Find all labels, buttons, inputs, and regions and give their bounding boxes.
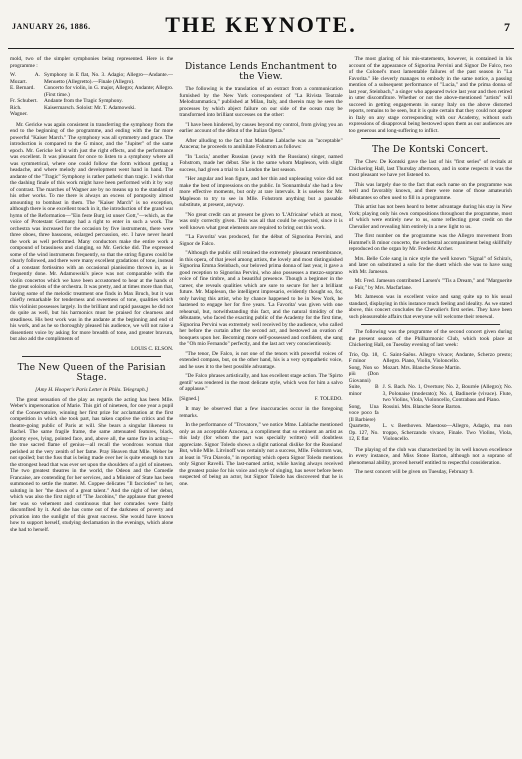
paragraph: In the performance of "Trovatore," we notice Mme. Lablache mentioned only as an acceptable Azucena, a compliment that so eminent an artist as this lady (for whom the part was specially written) will doubtless appreciate. Signor Toledo shows a slight national dislike for the Russians! But, while Mlle. Litvinoff was certainly not a success, Mlle. Fohstrom was, at least in "Fra Diavolo," in reporting which opera Signor Toledo mentions only Signor Ravelli. The last-named artist, while having always received the greatest praise for his voice and style of singing, has never before been suspected of being an actor, but Signor Toledo has discovered that he is one. [179,422,343,487]
col1-intro: mold, two of the simpler symphonies being represented. Here is the programme : [10,56,174,69]
paragraph: "No great credit can at present be given to 'L'Africaine' which at most, was only correctly given. This was all that could be expected, since it is well known what great elements are required to bring out this work. [179,211,343,231]
col1-body: Mr. Gericke was again consistent in transferring the symphony from the end to the beginning of the programme, and ending with the far more powerful "Kaiser March." The symphony was all symmetry and grace. The introduction is compared to the G minor, and the "Jupiter" of the same epoch. Mr. Gericke led it with just the right effects, and the performance was excellent. It was pleasant for once to listen to a symphony where all was symmetrical, where one could follow the form without getting a headache, and where melody and development went hand in hand. The andante of the "Tragic" Symphony is rather pathetic than tragic. I wish that the dashing finale of this work might have been performed with it by way of contrast. The marches of Wagner are by no means up to the standard of his other works. To me there is always an excess of pomposity almost amounting to bombast in them. The "Kaiser March" is no exception, although there is one excellent touch in it, the introduction of the grand war hymn of the Reformation—"Ein feste Burg ist unser Gott,"—which, as the voice of Protestant Germany had a right to enter in such a work. The orchestra was increased for the occasion by five instruments, there were three oboes, three bassoons, enlarged percussion, etc. I have never heard the work as well performed. Many conductors make the entire work a compound of brassiness and clanging, so Mr. Gericke did. The expressed some of the wind instruments frequently, so that the string figures could be clearly followed, and there were many excellent gradations of tone, instead of a constant fortissimo with an occasional pianissimo thrown in, as is frequently done. Mr. Adamowski's piece was not comparable with the violin concertos which we have been accustomed to hear at the hands of the great soloists of the orchestra. It was pretty, and at times more than that, having some of the melodic treatment one finds in Max Bruch, but it was chiefly remarkable for tenderness and sweetness of tone, qualities which this violinist possesses largely. In the brilliant and rapid passages he did not do quite as well, but his harmonics must be praised for clearness and steadiness. His best work was in the andante at the beginning and end of his work, and as he so thoroughly pleased his audience, we will not raise a dissentient voice by asking for more breadth of tone, and greater bravura, but also add the compliments of [10,121,174,342]
paragraph: The most glaring of his mis-statements, however, is contained in his account of the appearance of Signorina Pervini and Signor De Falco, two of the Colonel's most lamentable failures of the past season in "La Favorita." He cleverly manages to embody in the same notice, a passing mention of a subsequent performance of "Lucia," and the prima donna of last year, Steinbach," a singer who appeared twice last year and then retired in utter discomfiture. Whether or not the above-mentioned "artists" will succeed in getting engagements in sunny Italy on the above distorted reports, remains to be seen, but it is quite certain that they could not appear in Italy on any stage corresponding with our Academy, without such expressions of disapproval being bestowed upon them as our audiences are too generous and long-suffering to inflict. [348,56,512,134]
author-signature: LOUIS C. ELSON. [131,345,174,352]
masthead [8,8,514,52]
article-divider [22,356,161,357]
article-heading: The De Kontski Concert. [372,145,489,155]
paragraph: This artist has not been heard to better advantage during his stay in New York; playing only his own compositions throughout the programme, most of which were entirely new to us, some reflecting great credit on the Chevalier and revealing him entirely in a new light to us. [348,204,512,230]
paragraph: "Her angular and lean figure, and her thin and unpleasing voice did not make the best of impressions on the public. In 'Sonnambula' she had a few more effective moments, but only at rare intervals. It is useless for Mr. Mapleson to try to see in Mlle. Fohstrom anything but a passable substitute, at present, anyway. [179,176,343,208]
paragraph: "The tenor, De Falco, is not one of the tenors with powerful voices of extended compass, but, on the other hand, his is a very sympathetic voice, and he uses it to the best possible advantage. [179,350,343,370]
programme-work: Concerto for violin, in G. major, Allegro; Andante; Allegro. (First time.) [44,85,174,98]
programme-detail: Rossini. Mrs. Blanche Stone Barton. [382,403,462,410]
column-1 [10,56,173,753]
columns [10,56,512,753]
issue-date: JANUARY 26, 1886. [12,22,91,31]
paragraph: The first number on the programme was the Allegro movement from Hummel's B minor concerto, the orchestral accompaniment being skillfully reproduced on the organ by Mr. Frederic Archer. [348,233,512,252]
signed-name: F. TOLEDO. [314,395,343,402]
col1-programme [10,72,173,118]
paragraph: After alluding to the fact that Madame Lablache was an "acceptable" Azucena; he proceeds to annihilate Fohstrom as follows: [179,137,343,150]
article-divider [361,324,500,325]
article-divider [361,138,500,139]
article-heading: Distance Lends Enchantment to the View. [184,62,337,82]
article-heading: The New Queen of the Parisian Stage. [17,363,166,383]
column-2 [179,56,342,753]
programme-item: Trio, Op. 18, F minor [348,351,379,364]
paragraph: The next concert will be given on Tuesday, February 9. [354,469,474,475]
paragraph: "De Falco phrases artistically, and has excellent stage action. The 'Spirto gentil' was rendered in the most delicate style, which won for him a salvo of applause." [179,373,343,392]
paragraph: "'La Favorita' was produced, for the début of Signorina Pervini, and Signor de Falco. [179,234,343,247]
programme-composer: Fr. Schubert. [10,98,38,104]
col3-programme [349,352,512,443]
paragraph: Mr. Jameson was in excellent voice and sang quite up to his usual standard, displaying in this instance much feeling and ideality. As we stated above, this concert concludes the Chevalier's first series. They have been such pleasureable affairs that everyone will welcome their renewal. [348,294,512,320]
programme-composer: E. Bernard. [10,85,35,91]
paragraph: "I have been hindered, by causes beyond my control, from giving you an earlier account of the début of the Italian Opera." [179,121,343,134]
paragraph: "Although the public still retained the extremely pleasant remembrance, in this opera, of that jewel among artists, the lovely and most distinguished Signorina Emma Steinbach, our beloved prima donna of last year, it gave a good reception to Signorina Pervini, who also possesses a mezzo-soprano voice of fine timbre, and a beautiful presence. Though a beginner in the career, she reveals qualities which are sure to secure for her a brilliant future. Mr. Mapleson, the intelligent impresario, evidently thought so, for, only having this artist, who by chance happened to be in New York, he hastened to engage her for five years. 'La Favorita' was given with one rehearsal, but, notwithstanding this fact, and the natural timidity of the débutante, who faced the exacting public of the Academy for the first time, Signorina Pervini was extremely well received by the audience, who called her before the curtain after the second act, and bestowed an ovation of bouquets upon her. Becoming more self-possessed and confident, she sang the "Oh mio Fernando" perfectly, and the last act very conscientiously. [179,250,343,347]
page-number: 7 [504,20,510,34]
programme-item: Suite, B minor [348,384,379,397]
paragraph: Mrs. Belle Cole sang in nice style the well known "Signal" of Schira's, and later on substituted a solo for the duett which she was to have sung with Mr. Jameson. [348,255,512,275]
article-source: [Amy H. Hooper's Paris Letter in Phila. Telegraph.] [35,387,149,393]
programme-composer: Rich. Wagner. [10,104,28,117]
masthead-rule [8,48,514,49]
programme-composer: W. A. Mozart. [10,72,40,85]
programme-item: Song, Una voce poco fa (Il Barbiere) [348,403,379,423]
paragraph: The Chev. De Kontski gave the last of his "first series" of recitals at Chickering Hall, last Thursday afternoon, and in some respects it was the most pleasant we have yet listened to. [348,159,512,178]
newspaper-title: THE KEYNOTE. [165,12,357,37]
programme-detail: Mozart. Mrs. Blanche Stone Martin. [382,364,461,371]
paragraph: The following was the programme of the second concert given during the present season of the Philharmonic Club, which took place at Chickering Hall, on Tuesday evening of last week: [348,329,512,348]
paragraph: This was largely due to the fact that each name on the programme was well and favorably known, and there were none of those amateurish débutantes so often used to fill in a programme. [348,181,512,201]
programme-item: Quartette, Op. 127, No. 12, E flat [348,423,379,442]
column-3 [349,56,512,753]
programme-item: Song, Non so più (Don Giovanni) [348,364,379,384]
signed-line [179,396,342,403]
paragraph: It may be observed that a few inaccuracies occur in the foregoing remarks. [179,406,343,419]
programme-detail: J. S. Bach. No. 1, Overture; No. 2, Bourrée (Allegro); No. 3, Polonaise (moderato); No. 4, Badinerie (vivace). Flute, two Violins, Viola, Violoncello, Contrabass and Piano. [382,384,512,403]
paragraph: The playing of the club was characterized by its well known excellence in every instance, and Miss Stone Barton, although not a soprano of phenomenal ability, proved herself entitled to respectful consideration. [348,446,512,466]
signed-label: [Signed.] [179,395,200,402]
programme-detail: L. v. Beethoven. Maestoso—Allegro, Adagio, ma non troppo, Scherzando vivace, Finale. Two Violins, Viola, Violoncello. [382,423,512,442]
col1-body2: The great sensation of the play as regards the acting has been Mlle. Weber's impersonation of Marie. This girl of nineteen, for one year a pupil of the Conservatoire, winning her first prize for acclamation at the first competition in which she took part, has taken captive the critics and the theatre-going public of Paris at will. She bears a singular likeness to Rachel. The same fragile frame, the same attenuated features, black, gloomy eyes, lying, pointed face, and, above all, the same fire in acting—the true sacred flame of genius—all recall the wondrous woman that perished at the very zenith of her fame. Pray Heaven that Mlle. Weber be not spoiled; but the fuss that is being made over her is quite enough to turn the strongest head that was ever set upon the shoulders of a girl of nineteen. The two greatest theatres in the world, the Odeon and the Comedie Francaise, are contending for her services, and a Minister of State has been summoned to settle the matter. M. Coppee delicates "Il faccioties" to her, saluting in her "the dawn of a great talent." And the night of her debut, which was also the first night of "The Jacobins," the applause that greeted her was so vehement and continuous that her comrades were fairly discomfited by it. And she has come out of the darkness of poverty and privation into the sunlight of this great success. She would have known how to support herself, studying declamation in the evenings, which alone she had to herself. [10,396,174,533]
programme-work: Kaisermarsch. Soloist: Mr. T. Adamowski. [44,104,136,111]
programme-work: Andante from the Tragic Symphony. [44,98,123,104]
paragraph: Mr. Fred. Jameson contributed Larsen's "'Tis a Dream," and "Marguerite so Fair," by Mrs. Macfarlane. [348,278,512,291]
paragraph: The following is the translation of an extract from a communication furnished by the New York correspondent of "La Rivista Teatrale Melodrammatica," published at Milan, Italy, and therein may be seen the processes by which abject failure on our side of the ocean may be transformed into brilliant successes on the other: [179,86,343,118]
paragraph: "In 'Lucia,' another Russian (away with the Russians) singer, named Fohstrom, made her début. She is the same whom Mapleson, with slight success, had given a trial to in London the last season. [179,153,343,173]
programme-detail: C. Saint-Saëns. Allegro vivace; Andante, Scherzo presto; Allegro. Piano, Violin, Violoncello. [382,351,512,364]
programme-work: Symphony in E flat, No. 3. Adagio; Allegro—Andante.—Menuetto (Allegretto).—Finale (Allegro). [44,72,174,85]
